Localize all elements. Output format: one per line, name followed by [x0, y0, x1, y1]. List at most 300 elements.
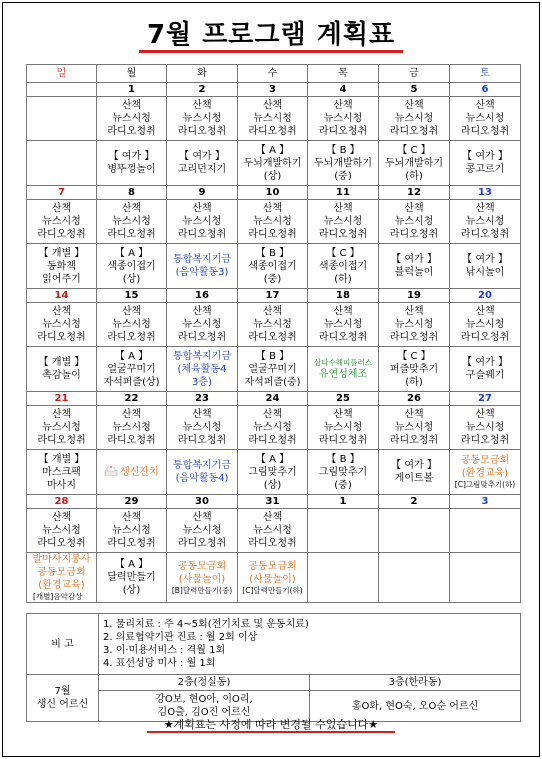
daily-activity-line: 라디오청취 — [318, 435, 368, 446]
program-line: 마사지 — [47, 479, 76, 491]
program-line: 병뚜껑놀이 — [107, 164, 156, 175]
program-line: 블럭놀이 — [394, 267, 434, 278]
daily-activity-line: 뉴스시청 — [394, 422, 434, 433]
daily-activity-cell — [97, 406, 167, 450]
daily-activity-line: 라디오청취 — [248, 538, 297, 549]
date-row — [27, 83, 521, 97]
date-cell: 28 — [27, 495, 97, 509]
daily-activity-line: 라디오청취 — [37, 538, 86, 549]
program-cell — [97, 450, 167, 495]
program-line: (하) — [405, 376, 423, 388]
daily-activity-cell — [238, 97, 308, 141]
date-row — [27, 186, 521, 200]
program-cell — [308, 450, 379, 495]
date-cell: 2 — [167, 83, 238, 97]
daily-activity-line: 뉴스시청 — [182, 113, 222, 124]
date-cell: 8 — [97, 186, 167, 200]
program-cell — [167, 553, 238, 603]
cake-icon — [104, 466, 118, 476]
program-line: (사물놀이) — [178, 573, 226, 585]
program-line: (상) — [263, 479, 282, 491]
daily-activity-line: 뉴스시청 — [394, 113, 434, 124]
program-line: 그림맞추기 — [318, 466, 368, 478]
program-line: (체육활동4 — [177, 363, 227, 375]
program-line: 게이트볼 — [394, 473, 434, 484]
program-cell — [450, 450, 521, 495]
activity-row — [27, 347, 521, 392]
daily-activity-line: 산책 — [404, 409, 424, 420]
program-line: 【 여가 】 — [391, 460, 437, 471]
daily-activity-line: 라디오청취 — [107, 229, 156, 240]
daily-activity-line: 뉴스시청 — [465, 422, 505, 433]
date-cell: 4 — [308, 83, 379, 97]
daily-activity-line: 뉴스시청 — [253, 113, 292, 124]
date-cell: 26 — [379, 392, 450, 406]
program-line: 【 B 】 — [326, 453, 360, 465]
program-line: 【 여가 】 — [462, 357, 508, 368]
program-line: 생신잔치 — [120, 466, 159, 478]
program-line: 두뇌개발하기 — [243, 157, 302, 169]
calendar-table — [26, 64, 521, 603]
daily-activity-line: 뉴스시청 — [253, 216, 292, 227]
program-line: 공동모금회 — [248, 560, 297, 572]
program-cell — [27, 450, 97, 495]
program-line: 색종이접기 — [318, 260, 368, 272]
program-line: 읽어주기 — [42, 273, 81, 285]
daily-activity-line: 뉴스시청 — [253, 422, 292, 433]
program-cell — [379, 141, 450, 186]
program-line: 【 여가 】 — [108, 151, 155, 162]
note-item: 2. 의료협약기관 진료 : 월 2회 이상 — [103, 632, 258, 643]
date-cell: 17 — [238, 289, 308, 303]
date-cell: 23 — [167, 392, 238, 406]
program-cell — [238, 450, 308, 495]
daily-activity-line: 라디오청취 — [389, 126, 439, 137]
floor2-names-line1: 강O보, 현O아, 이O리, — [155, 694, 253, 705]
daily-activity-line: 산책 — [404, 203, 424, 214]
daily-activity-line: 산책 — [192, 203, 212, 214]
daily-activity-line: 산책 — [51, 512, 72, 523]
program-line: 【 C 】 — [397, 144, 431, 156]
daily-activity-line: 라디오청취 — [389, 332, 439, 343]
program-cell — [308, 347, 379, 392]
program-cell — [450, 553, 521, 603]
program-line: 【 B 】 — [255, 247, 290, 259]
date-cell: 5 — [379, 83, 450, 97]
date-cell: 27 — [450, 392, 521, 406]
program-cell — [167, 141, 238, 186]
daily-activity-line: 뉴스시청 — [112, 422, 151, 433]
daily-row — [27, 406, 521, 450]
daily-activity-cell — [308, 406, 379, 450]
program-cell — [379, 347, 450, 392]
daily-activity-line: 뉴스시청 — [182, 525, 222, 536]
program-line: 달력만들기 — [107, 572, 156, 583]
daily-activity-line: 뉴스시청 — [253, 525, 292, 536]
date-cell: 12 — [379, 186, 450, 200]
program-line: [개별]음악감상 — [33, 592, 83, 601]
program-cell — [379, 553, 450, 603]
daily-activity-line: 뉴스시청 — [253, 319, 292, 330]
daily-activity-line: 뉴스시청 — [112, 113, 151, 124]
program-line: 촉감놀이 — [42, 370, 81, 381]
notes-content — [99, 614, 521, 675]
notes-label: 비 고 — [27, 614, 99, 675]
daily-activity-line: 뉴스시청 — [112, 216, 151, 227]
daily-activity-line: 라디오청취 — [177, 229, 227, 240]
date-cell: 18 — [308, 289, 379, 303]
daily-activity-line: 뉴스시청 — [394, 216, 434, 227]
daily-activity-line: 라디오청취 — [248, 332, 297, 343]
daily-activity-line: 산책 — [51, 203, 72, 214]
program-line: 통합복지기금 — [173, 254, 231, 265]
date-cell: 11 — [308, 186, 379, 200]
program-cell — [238, 553, 308, 603]
daily-activity-cell — [308, 303, 379, 347]
daily-activity-cell — [379, 406, 450, 450]
program-line: 공동모금회 — [37, 567, 86, 578]
daily-activity-cell — [450, 406, 521, 450]
program-line: (중) — [334, 479, 352, 491]
daily-activity-line: 산책 — [333, 306, 353, 317]
program-cell — [97, 141, 167, 186]
program-cell — [450, 347, 521, 392]
daily-activity-line: 뉴스시청 — [323, 113, 363, 124]
program-line: [C]그림맞추기(하) — [454, 480, 516, 489]
daily-activity-cell — [167, 200, 238, 244]
daily-activity-line: 라디오청취 — [107, 538, 156, 549]
daily-activity-cell — [450, 509, 521, 553]
program-line: 콩고르기 — [465, 164, 505, 175]
date-cell: 1 — [97, 83, 167, 97]
daily-activity-line: 라디오청취 — [177, 435, 227, 446]
daily-activity-line: 산책 — [192, 409, 212, 420]
daily-activity-line: 라디오청취 — [318, 126, 368, 137]
program-line: 【 A 】 — [114, 247, 149, 259]
daily-row — [27, 303, 521, 347]
daily-activity-cell — [27, 200, 97, 244]
program-line: 두뇌개발하기 — [385, 157, 443, 169]
program-line: 【 A 】 — [255, 453, 290, 465]
page-title: 7월 프로그램 계획표 — [146, 20, 396, 50]
date-cell: 14 — [27, 289, 97, 303]
daily-activity-line: 산책 — [475, 409, 495, 420]
date-cell: 24 — [238, 392, 308, 406]
daily-activity-cell — [27, 97, 97, 141]
daily-activity-line: 뉴스시청 — [182, 216, 222, 227]
note-item: 4. 표선성당 미사 : 월 1회 — [103, 658, 216, 669]
daily-activity-line: 라디오청취 — [177, 332, 227, 343]
program-cell — [379, 450, 450, 495]
date-cell: 31 — [238, 495, 308, 509]
daily-activity-line: 산책 — [121, 203, 142, 214]
daily-activity-line: 산책 — [51, 409, 72, 420]
daily-activity-cell — [97, 303, 167, 347]
daily-activity-line: 산책 — [475, 100, 495, 111]
date-row — [27, 289, 521, 303]
daily-activity-line: 라디오청취 — [318, 332, 368, 343]
daily-activity-cell — [238, 406, 308, 450]
daily-activity-line: 뉴스시청 — [42, 319, 81, 330]
birthday-title: 생신 어르신 — [36, 699, 89, 710]
activity-row — [27, 553, 521, 603]
daily-activity-line: 산책 — [333, 100, 353, 111]
date-cell: 22 — [97, 392, 167, 406]
daily-activity-cell — [167, 303, 238, 347]
program-line: (상) — [122, 273, 141, 285]
program-line: (상) — [122, 585, 141, 596]
date-cell: 30 — [167, 495, 238, 509]
date-cell: 9 — [167, 186, 238, 200]
daily-activity-line: 라디오청취 — [460, 435, 510, 446]
birthday-label — [27, 675, 99, 722]
daily-activity-line: 산책 — [262, 100, 283, 111]
program-line: (환경교육) — [38, 580, 85, 591]
daily-activity-cell — [238, 200, 308, 244]
weekday-sun: 일 — [27, 65, 97, 83]
daily-activity-line: 라디오청취 — [460, 332, 510, 343]
title-underline — [139, 50, 403, 53]
daily-activity-line: 뉴스시청 — [323, 319, 363, 330]
program-cell — [308, 553, 379, 603]
program-line: 동화책 — [47, 260, 76, 272]
daily-activity-cell — [450, 303, 521, 347]
notes-table — [26, 613, 521, 722]
weekday-wed: 수 — [238, 65, 308, 83]
date-row — [27, 495, 521, 509]
date-cell: 15 — [97, 289, 167, 303]
program-cell — [308, 244, 379, 289]
date-cell: 19 — [379, 289, 450, 303]
daily-activity-line: 산책 — [192, 512, 212, 523]
program-line: 얼굴꾸미기 — [107, 363, 156, 375]
program-line: 두뇌개발하기 — [314, 157, 372, 169]
birthday-month: 7월 — [54, 686, 71, 697]
daily-activity-line: 산책 — [262, 306, 283, 317]
daily-activity-line: 뉴스시청 — [112, 319, 151, 330]
daily-activity-line: 산책 — [121, 512, 142, 523]
program-line: 【 여가 】 — [462, 254, 508, 265]
program-cell — [450, 141, 521, 186]
daily-row — [27, 509, 521, 553]
daily-activity-cell — [308, 97, 379, 141]
daily-activity-line: 뉴스시청 — [465, 319, 505, 330]
daily-activity-cell — [27, 303, 97, 347]
note-item: 3. 이·미용서비스 : 격월 1회 — [103, 645, 226, 656]
date-cell: 21 — [27, 392, 97, 406]
program-line: 【 B 】 — [326, 144, 360, 156]
program-line: 3층) — [192, 376, 212, 388]
program-line: 구슬꿰기 — [465, 370, 505, 381]
program-line: [C]달력만들기(하) — [242, 585, 303, 595]
daily-activity-cell — [27, 406, 97, 450]
program-line: 삼다수해피플러스 — [314, 357, 372, 367]
program-cell — [167, 347, 238, 392]
weekday-header-row — [27, 65, 521, 83]
program-line: 색종이접기 — [107, 260, 156, 272]
date-cell: 6 — [450, 83, 521, 97]
program-line: (하) — [334, 273, 352, 285]
date-cell: 1 — [308, 495, 379, 509]
program-line: [B]달력만들기(중) — [171, 585, 233, 595]
daily-activity-line: 산책 — [192, 100, 212, 111]
program-line: 낚시놀이 — [465, 267, 505, 278]
weekday-thu: 목 — [308, 65, 379, 83]
program-cell — [450, 244, 521, 289]
daily-activity-line: 산책 — [51, 306, 72, 317]
daily-activity-line: 라디오청취 — [460, 229, 510, 240]
program-cell — [97, 244, 167, 289]
program-line: 【 B 】 — [255, 350, 290, 362]
activity-row — [27, 450, 521, 495]
program-cell — [27, 347, 97, 392]
daily-activity-cell — [308, 509, 379, 553]
program-cell — [97, 347, 167, 392]
daily-activity-cell — [379, 200, 450, 244]
daily-activity-cell — [308, 200, 379, 244]
daily-activity-line: 산책 — [121, 409, 142, 420]
program-cell — [97, 553, 167, 603]
daily-activity-cell — [97, 97, 167, 141]
date-cell: 20 — [450, 289, 521, 303]
date-cell: 13 — [450, 186, 521, 200]
daily-activity-line: 산책 — [262, 512, 283, 523]
program-line: 【 여가 】 — [391, 254, 437, 265]
program-line: (음악활동4) — [175, 473, 229, 484]
floor2-header: 2층(정실동) — [99, 675, 310, 691]
program-line: 【 A 】 — [255, 144, 290, 156]
daily-activity-line: 뉴스시청 — [112, 525, 151, 536]
program-line: 마스크팩 — [42, 466, 81, 478]
daily-activity-line: 라디오청취 — [460, 126, 510, 137]
daily-activity-line: 라디오청취 — [37, 435, 86, 446]
daily-activity-line: 라디오청취 — [389, 435, 439, 446]
daily-row — [27, 200, 521, 244]
daily-activity-line: 라디오청취 — [177, 126, 227, 137]
daily-activity-line: 라디오청취 — [389, 229, 439, 240]
program-line: 자석퍼즐(중) — [244, 376, 301, 388]
program-line: 【 A 】 — [114, 350, 149, 362]
weekday-tue: 화 — [167, 65, 238, 83]
daily-activity-cell — [450, 97, 521, 141]
weekday-fri: 금 — [379, 65, 450, 83]
daily-activity-line: 뉴스시청 — [465, 113, 505, 124]
program-cell — [167, 450, 238, 495]
daily-activity-line: 산책 — [333, 409, 353, 420]
program-cell — [27, 141, 97, 186]
daily-activity-line: 라디오청취 — [318, 229, 368, 240]
birthday-party-line — [97, 466, 166, 479]
daily-activity-line: 라디오청취 — [107, 126, 156, 137]
program-line: 【 A 】 — [114, 559, 149, 570]
date-cell: 29 — [97, 495, 167, 509]
program-line: 【 여가 】 — [179, 151, 225, 162]
daily-activity-line: 산책 — [475, 306, 495, 317]
daily-activity-line: 라디오청취 — [248, 435, 297, 446]
date-cell — [27, 83, 97, 97]
program-line: (음악활동3) — [175, 267, 229, 278]
program-line: 【 C 】 — [326, 247, 360, 259]
daily-activity-line: 라디오청취 — [248, 229, 297, 240]
program-cell — [308, 141, 379, 186]
daily-activity-cell — [238, 303, 308, 347]
daily-activity-line: 산책 — [333, 203, 353, 214]
daily-activity-line: 뉴스시청 — [323, 422, 363, 433]
program-line: 통합복지기금 — [173, 460, 231, 471]
daily-activity-line: 산책 — [192, 306, 212, 317]
program-line: (하) — [405, 170, 423, 182]
program-line: 【 여가 】 — [462, 151, 508, 162]
daily-activity-line: 산책 — [404, 100, 424, 111]
weekday-mon: 월 — [97, 65, 167, 83]
daily-activity-cell — [238, 509, 308, 553]
daily-activity-line: 산책 — [475, 203, 495, 214]
daily-activity-line: 라디오청취 — [37, 229, 86, 240]
date-cell: 3 — [450, 495, 521, 509]
daily-activity-line: 라디오청취 — [177, 538, 227, 549]
date-cell: 7 — [27, 186, 97, 200]
program-cell — [167, 244, 238, 289]
program-line: (환경교육) — [461, 468, 509, 479]
daily-activity-cell — [167, 406, 238, 450]
program-cell — [238, 347, 308, 392]
program-cell — [27, 553, 97, 603]
date-cell: 25 — [308, 392, 379, 406]
program-cell — [238, 244, 308, 289]
weekday-sat: 토 — [450, 65, 521, 83]
date-cell: 16 — [167, 289, 238, 303]
daily-activity-cell — [450, 200, 521, 244]
program-cell — [238, 141, 308, 186]
program-line: 퍼즐맞추기 — [389, 363, 439, 375]
daily-activity-cell — [379, 303, 450, 347]
daily-activity-line: 라디오청취 — [37, 332, 86, 343]
daily-activity-line: 뉴스시청 — [42, 216, 81, 227]
floor2-names-line2: 김O출, 김O진 어르신 — [157, 707, 251, 718]
program-line: 고리던지기 — [177, 164, 227, 175]
program-line: 색종이접기 — [248, 260, 297, 272]
program-line: (상) — [263, 170, 282, 182]
daily-activity-line: 뉴스시청 — [42, 422, 81, 433]
note-item: 1. 물리치료 : 주 4~5회(전기치료 및 운동치료) — [103, 619, 309, 630]
daily-activity-line: 뉴스시청 — [182, 319, 222, 330]
program-line: 공동모금회 — [177, 560, 227, 572]
program-line: 그림맞추기 — [248, 466, 297, 478]
daily-activity-line: 산책 — [121, 306, 142, 317]
daily-activity-line: 라디오청취 — [107, 332, 156, 343]
daily-activity-line: 뉴스시청 — [323, 216, 363, 227]
program-line: 【 C 】 — [397, 350, 431, 362]
daily-row — [27, 97, 521, 141]
program-line: 유연성체조 — [318, 368, 368, 380]
daily-activity-line: 산책 — [262, 203, 283, 214]
footer-note: ★계획표는 사정에 따라 변경될 수있습니다★ — [163, 718, 379, 731]
program-line: (사물놀이) — [249, 573, 296, 585]
program-line: (중) — [334, 170, 352, 182]
activity-row — [27, 141, 521, 186]
daily-activity-line: 뉴스시청 — [394, 319, 434, 330]
program-line: 발마사지봉사 — [32, 554, 91, 565]
daily-activity-cell — [167, 97, 238, 141]
program-line: 【 개별 】 — [38, 357, 85, 368]
program-line: 【 개별 】 — [38, 247, 85, 259]
daily-activity-line: 산책 — [121, 100, 142, 111]
daily-activity-line: 뉴스시청 — [42, 525, 81, 536]
daily-activity-cell — [27, 509, 97, 553]
program-cell — [379, 244, 450, 289]
program-line: 자석퍼즐(상) — [103, 376, 160, 388]
daily-activity-cell — [97, 200, 167, 244]
